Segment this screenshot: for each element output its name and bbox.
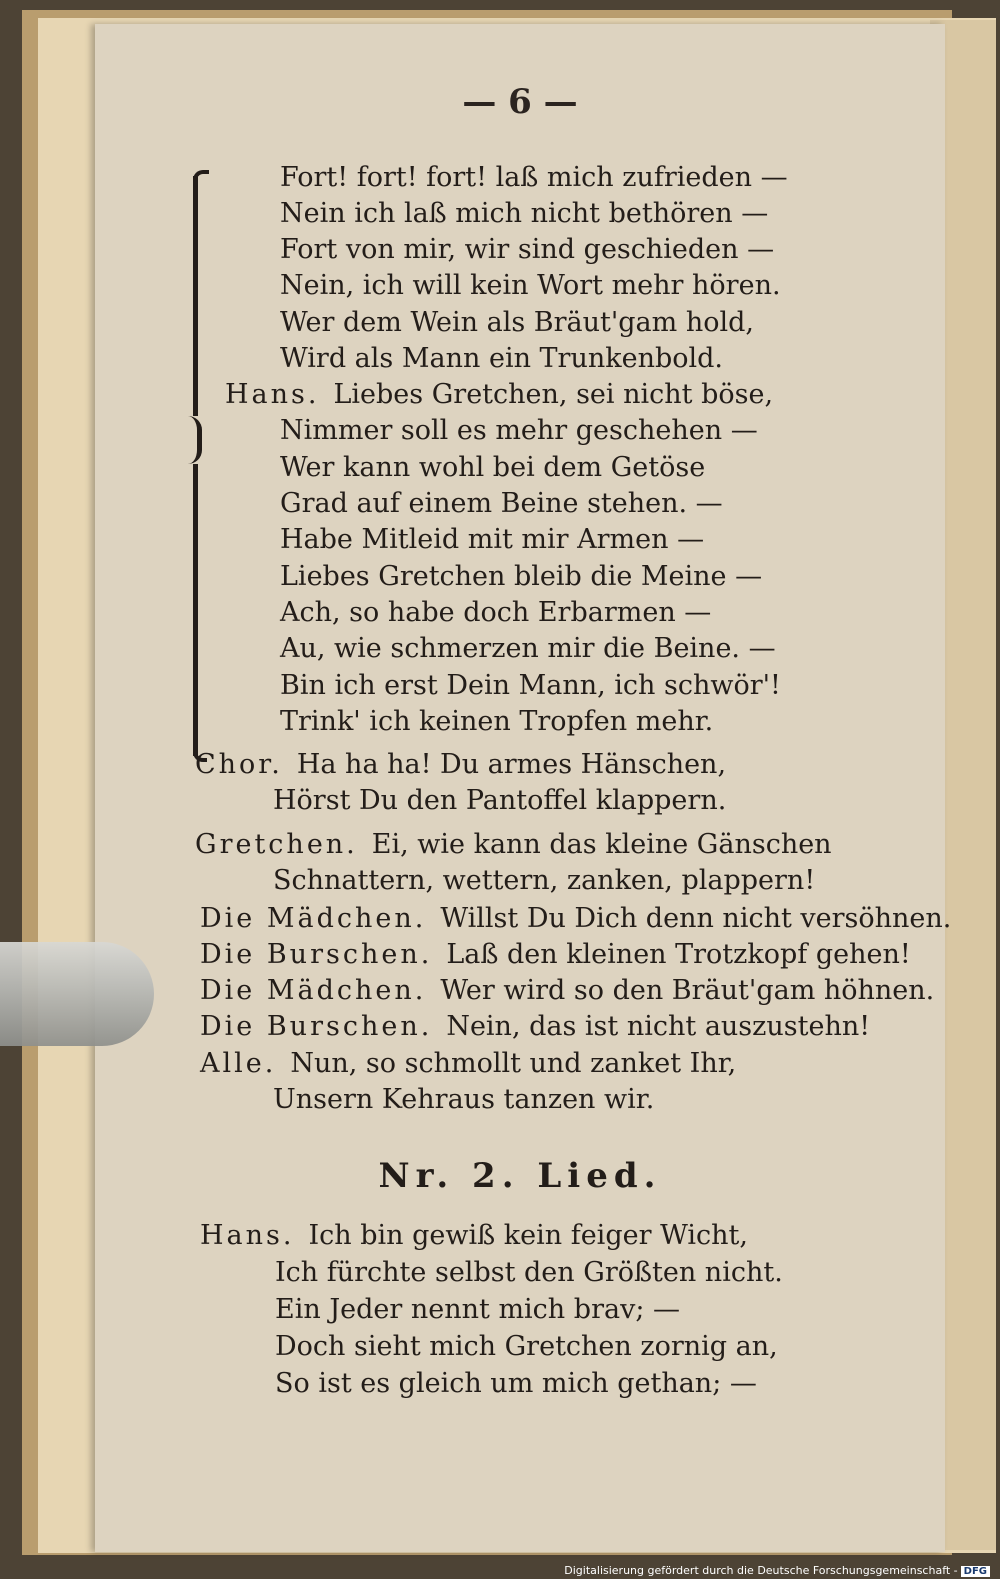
brace-lower xyxy=(193,464,198,756)
verse-line: Habe Mitleid mit mir Armen — xyxy=(280,524,705,555)
section-heading: Nr. 2. Lied. xyxy=(378,1156,662,1196)
speaker-name: Hans. xyxy=(200,1220,295,1251)
verse-line: Au, wie schmerzen mir die Beine. — xyxy=(280,633,776,664)
song-line: Ich fürchte selbst den Größten nicht. xyxy=(275,1257,783,1288)
speaker-name: Gretchen. xyxy=(195,829,358,860)
brace-upper xyxy=(193,176,198,416)
verse-line: Die Burschen. Laß den kleinen Trotzkopf gehen! xyxy=(200,939,911,970)
verse-line: Wird als Mann ein Trunkenbold. xyxy=(280,343,724,374)
song-line: So ist es gleich um mich gethan; — xyxy=(275,1368,757,1399)
verse-line: Gretchen. Ei, wie kann das kleine Gänschen xyxy=(195,829,832,860)
verse-line: Chor. Ha ha ha! Du armes Hänschen, xyxy=(195,749,727,780)
speaker-name: Die Mädchen. xyxy=(200,975,427,1006)
verse-line: Die Burschen. Nein, das ist nicht auszustehn! xyxy=(200,1011,871,1042)
verse-line: Trink' ich keinen Tropfen mehr. xyxy=(280,706,714,737)
verse-line: Nein ich laß mich nicht bethören — xyxy=(280,198,769,229)
dfg-logo: DFG xyxy=(961,1566,990,1577)
verse-line: Alle. Nun, so schmollt und zanket Ihr, xyxy=(200,1048,737,1079)
verse-line: Unsern Kehraus tanzen wir. xyxy=(273,1084,655,1115)
song-line: Doch sieht mich Gretchen zornig an, xyxy=(275,1331,778,1362)
page-number: — 6 — xyxy=(462,82,578,122)
song-line: Hans. Ich bin gewiß kein feiger Wicht, xyxy=(200,1220,748,1251)
speaker-name: Chor. xyxy=(195,749,283,780)
verse-line: Bin ich erst Dein Mann, ich schwör'! xyxy=(280,670,781,701)
speaker-name: Hans. xyxy=(225,379,320,410)
book-page xyxy=(95,24,952,1552)
speaker-name: Alle. xyxy=(200,1048,277,1079)
verse-line: Grad auf einem Beine stehen. — xyxy=(280,488,723,519)
speaker-name: Die Burschen. xyxy=(200,1011,433,1042)
song-line: Ein Jeder nennt mich brav; — xyxy=(275,1294,680,1325)
speaker-name: Die Mädchen. xyxy=(200,903,427,934)
verse-line: Ach, so habe doch Erbarmen — xyxy=(280,597,712,628)
verse-line: Hans. Liebes Gretchen, sei nicht böse, xyxy=(225,379,774,410)
digitization-credit: Digitalisierung gefördert durch die Deutsche Forschungsgemeinschaft - DFG xyxy=(564,1564,990,1577)
verse-line: Liebes Gretchen bleib die Meine — xyxy=(280,561,763,592)
verse-line: Fort von mir, wir sind geschieden — xyxy=(280,234,775,265)
brace-point xyxy=(183,416,202,464)
verse-line: Nein, ich will kein Wort mehr hören. xyxy=(280,270,781,301)
verse-line: Die Mädchen. Wer wird so den Bräut'gam höhnen. xyxy=(200,975,935,1006)
verse-line: Wer kann wohl bei dem Getöse xyxy=(280,452,706,483)
verse-line: Hörst Du den Pantoffel klappern. xyxy=(273,785,727,816)
verse-line: Nimmer soll es mehr geschehen — xyxy=(280,415,758,446)
speaker-name: Die Burschen. xyxy=(200,939,433,970)
scanner-clip xyxy=(0,942,154,1046)
verse-line: Die Mädchen. Willst Du Dich denn nicht versöhnen. xyxy=(200,903,952,934)
verse-line: Schnattern, wettern, zanken, plappern! xyxy=(273,865,816,896)
verse-line: Fort! fort! fort! laß mich zufrieden — xyxy=(280,162,788,193)
verse-line: Wer dem Wein als Bräut'gam hold, xyxy=(280,307,754,338)
